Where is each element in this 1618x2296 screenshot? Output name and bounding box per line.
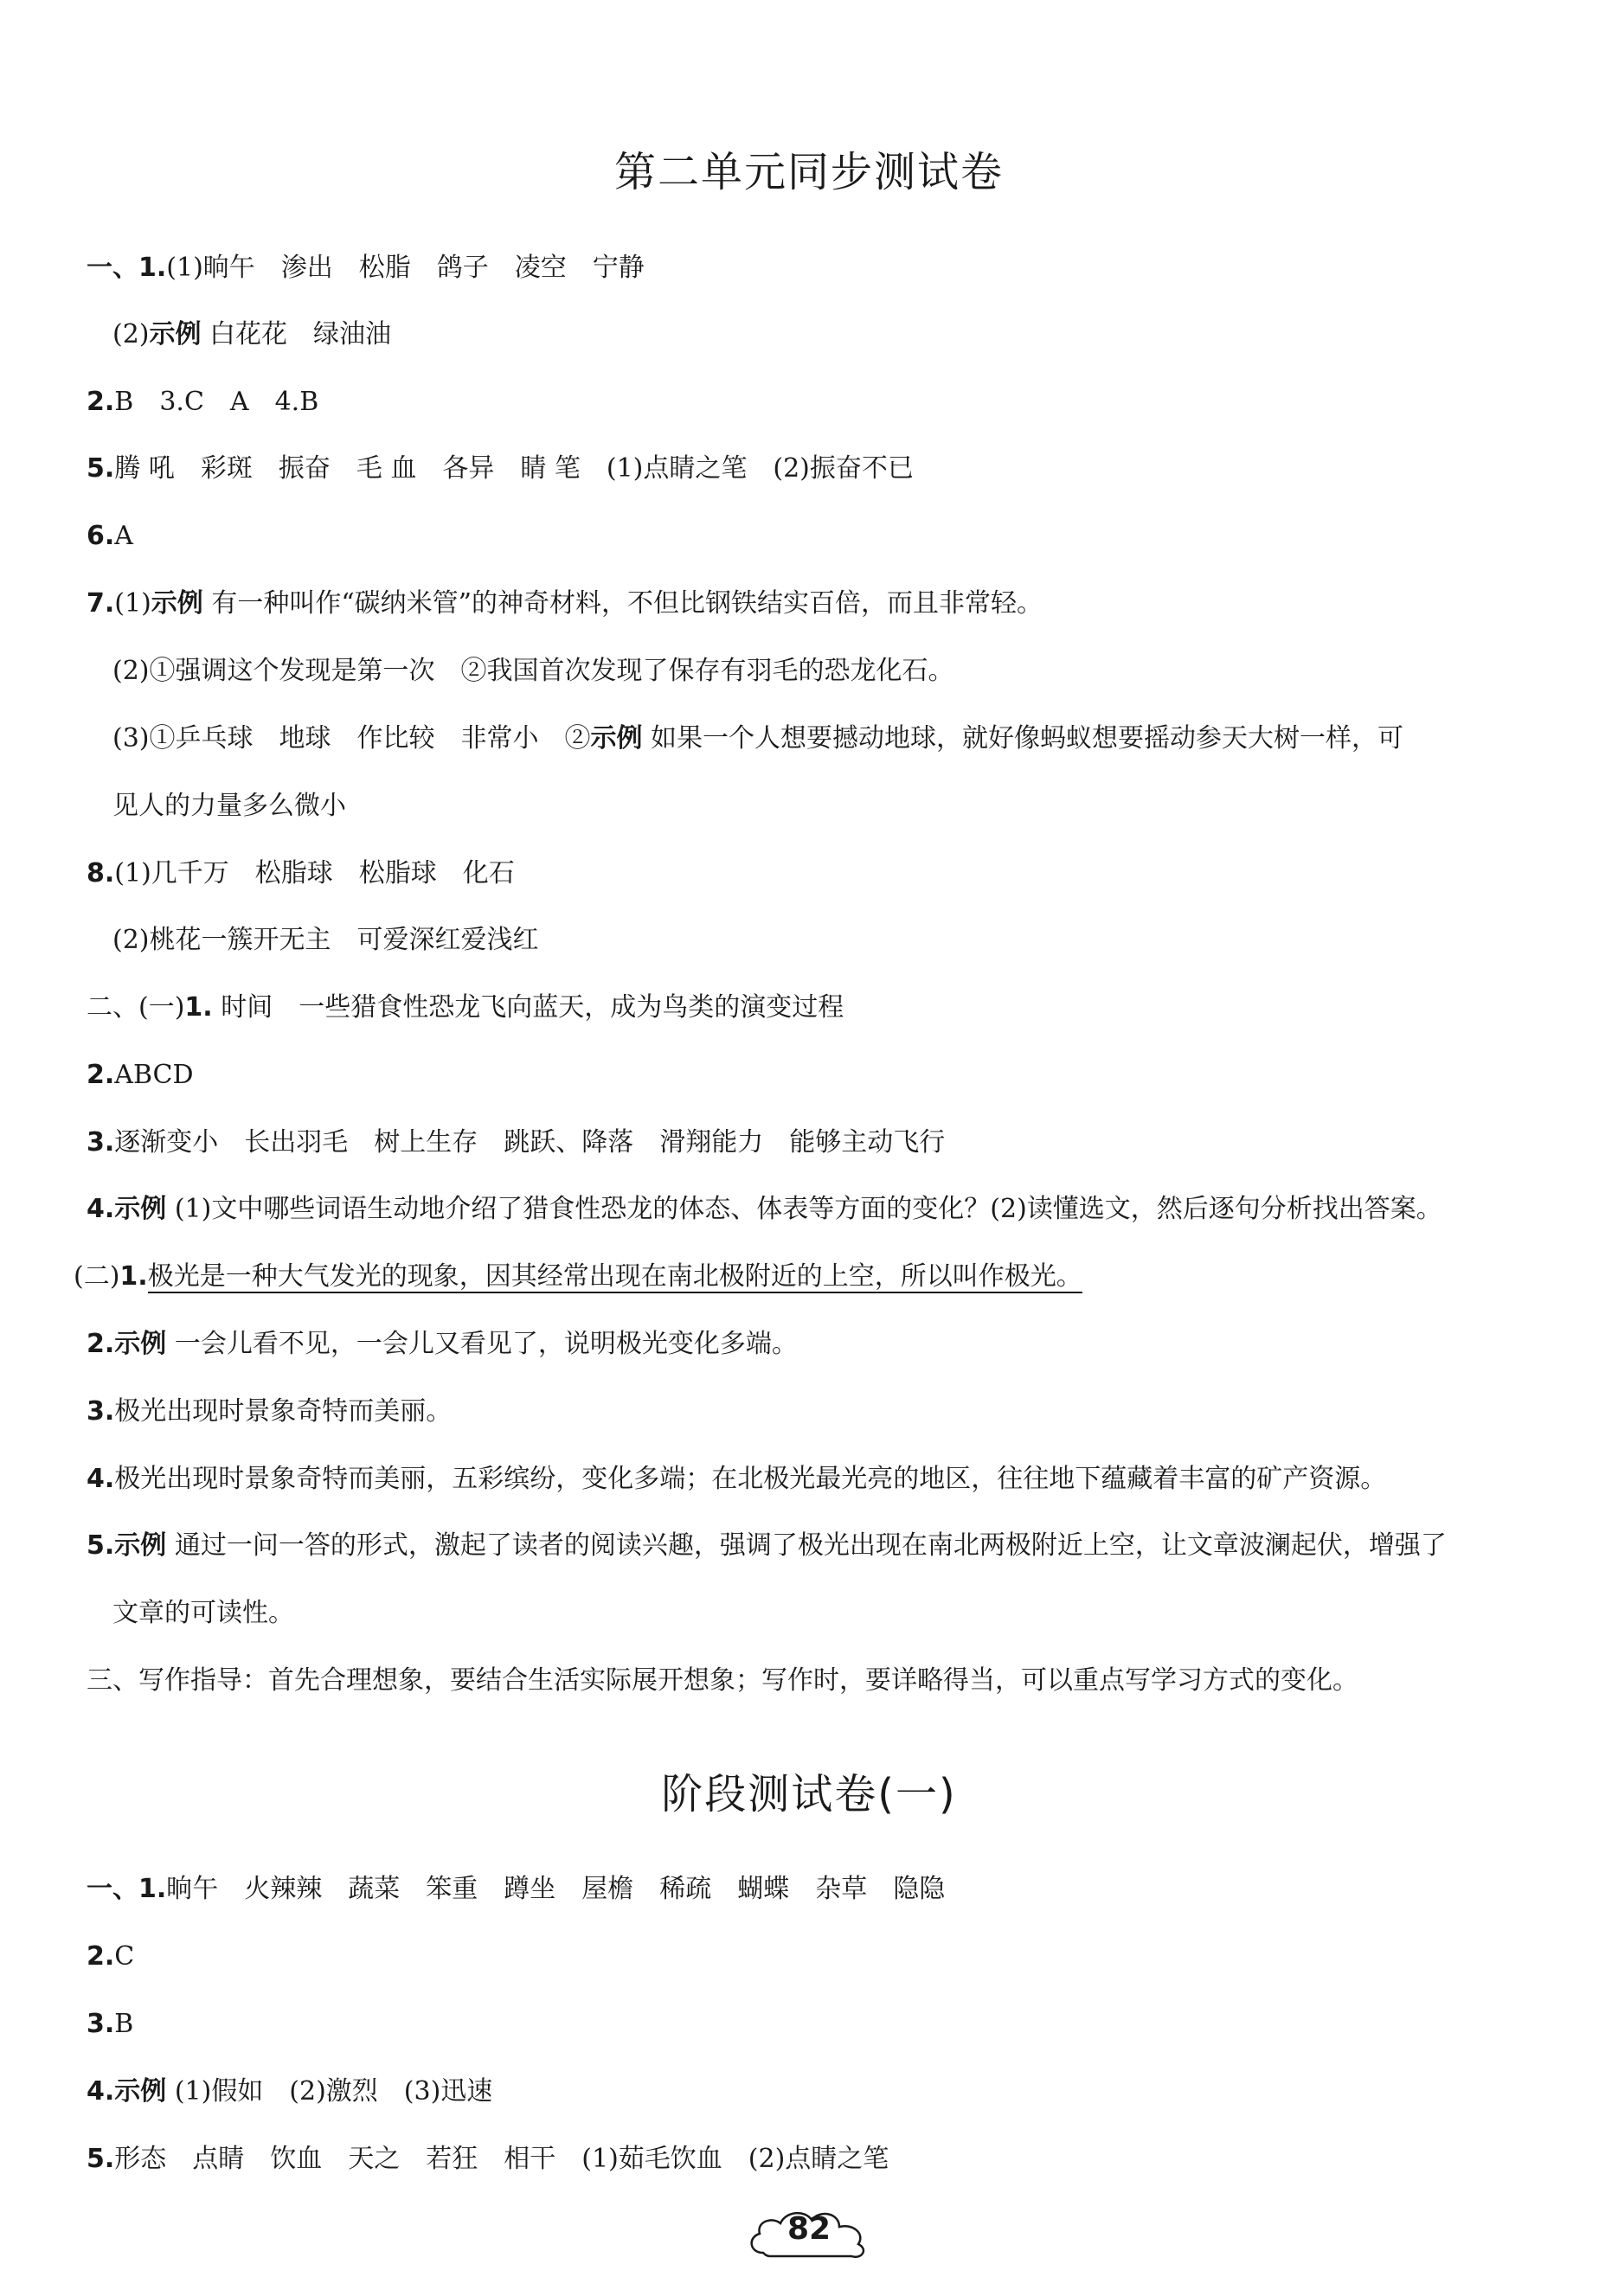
answer-line: 4.示例 (1)文中哪些词语生动地介绍了猎食性恐龙的体态、体表等方面的变化？(2)读懂选文，然后逐句分析找出答案。 bbox=[87, 1194, 1442, 1224]
section-title-unit-2: 第二单元同步测试卷 bbox=[613, 148, 1004, 196]
answer-line: 二、(一)1. 时间 一些猎食性恐龙飞向蓝天，成为鸟类的演变过程 bbox=[87, 992, 844, 1023]
answer-line: (二)1.极光是一种大气发光的现象，因其经常出现在南北极附近的上空，所以叫作极光。 bbox=[74, 1261, 1082, 1292]
answer-line: (2)①强调这个发现是第一次 ②我国首次发现了保存有羽毛的恐龙化石。 bbox=[112, 656, 954, 686]
answer-line: 三、写作指导：首先合理想象，要结合生活实际展开想象；写作时，要详略得当，可以重点写学习方式的变化。 bbox=[87, 1665, 1358, 1696]
answer-line: 见人的力量多么微小 bbox=[112, 791, 346, 821]
answer-line: 5.形态 点睛 饮血 天之 若狂 相干 (1)茹毛饮血 (2)点睛之笔 bbox=[87, 2144, 889, 2174]
answer-line: 4.示例 (1)假如 (2)激烈 (3)迅速 bbox=[87, 2076, 493, 2107]
answer-line: (2)桃花一簇开无主 可爱深红爱浅红 bbox=[112, 925, 539, 955]
answer-line: (3)①乒乓球 地球 作比较 非常小 ②示例 如果一个人想要撼动地球，就好像蚂蚁想要摇动参天大树一样，可 bbox=[112, 723, 1404, 754]
underlined-answer: 极光是一种大气发光的现象，因其经常出现在南北极附近的上空，所以叫作极光。 bbox=[147, 1261, 1082, 1292]
answer-line: 2.示例 一会儿看不见，一会儿又看见了，说明极光变化多端。 bbox=[87, 1329, 798, 1359]
answer-line: 一、1.晌午 火辣辣 蔬菜 笨重 蹲坐 屋檐 稀疏 蝴蝶 杂草 隐隐 bbox=[87, 1874, 946, 1904]
answer-line: 一、1.(1)晌午 渗出 松脂 鸽子 凌空 宁静 bbox=[87, 253, 645, 283]
answer-line: 6.A bbox=[87, 521, 133, 551]
answer-line: 2.C bbox=[87, 1941, 135, 1972]
answer-line: 2.ABCD bbox=[87, 1060, 194, 1090]
answer-line: 2.B 3.C A 4.B bbox=[87, 387, 319, 417]
answer-line: 5.腾 吼 彩斑 振奋 毛 血 各异 睛 笔 (1)点睛之笔 (2)振奋不已 bbox=[87, 453, 914, 484]
answer-line: 5.示例 通过一问一答的形式，激起了读者的阅读兴趣，强调了极光出现在南北两极附近上空，让文章波澜起伏，增强了 bbox=[87, 1530, 1447, 1561]
answer-line: (2)示例 白花花 绿油油 bbox=[112, 319, 392, 350]
answer-line: 3.逐渐变小 长出羽毛 树上生存 跳跃、降落 滑翔能力 能够主动飞行 bbox=[87, 1127, 946, 1158]
answer-line: 7.(1)示例 有一种叫作“碳纳米管”的神奇材料，不但比钢铁结实百倍，而且非常轻。 bbox=[87, 588, 1043, 619]
answer-line: 3.B bbox=[87, 2009, 134, 2039]
answer-line: 4.极光出现时景象奇特而美丽，五彩缤纷，变化多端；在北极光最光亮的地区，往往地下蕴藏着丰富的矿产资源。 bbox=[87, 1464, 1387, 1494]
answer-line: 文章的可读性。 bbox=[112, 1598, 294, 1628]
answer-line: 8.(1)几千万 松脂球 松脂球 化石 bbox=[87, 858, 515, 888]
section-title-stage-test: 阶段测试卷(一) bbox=[661, 1770, 957, 1818]
answer-line: 3.极光出现时景象奇特而美丽。 bbox=[87, 1396, 453, 1427]
page-number-badge bbox=[744, 2203, 874, 2265]
page-number: 82 bbox=[787, 2211, 831, 2247]
